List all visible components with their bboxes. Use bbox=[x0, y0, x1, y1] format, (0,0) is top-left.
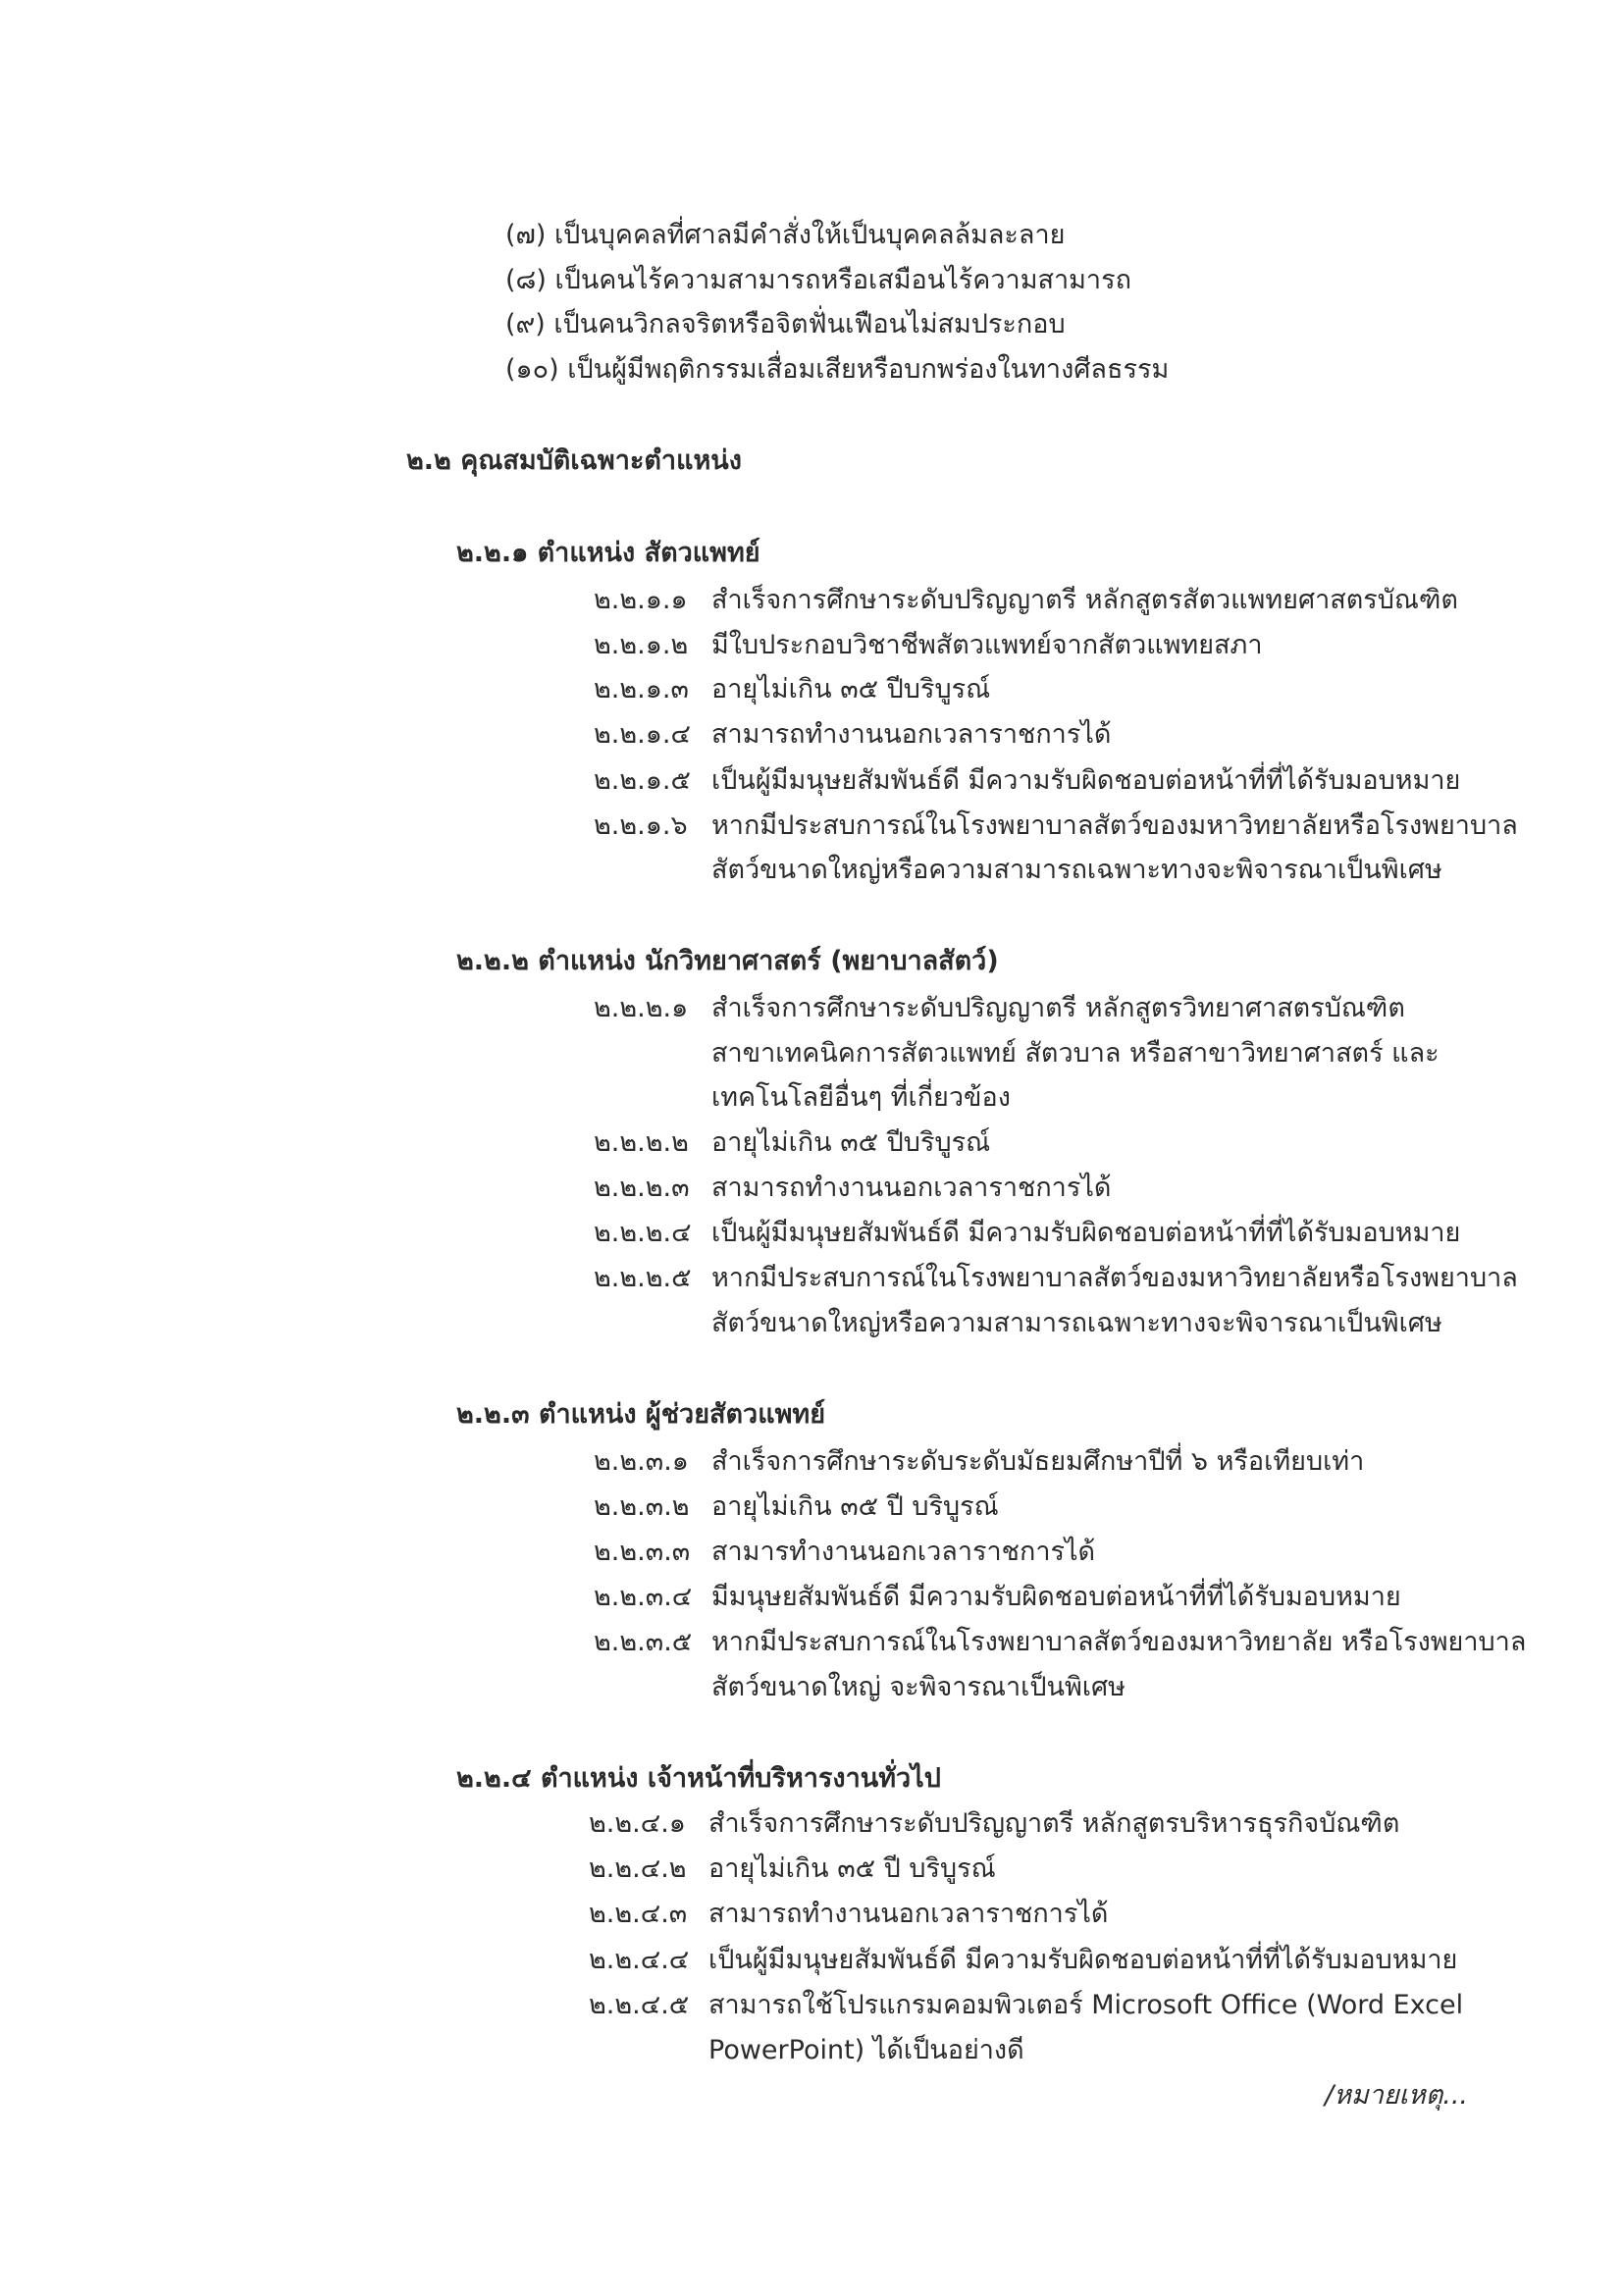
item-number: ๒.๒.๔.๕ bbox=[589, 1990, 690, 2020]
item-text: เป็นผู้มีมนุษยสัมพันธ์ดี มีความรับผิดชอบต่อหน้าที่ที่ได้รับมอบหมาย bbox=[711, 1218, 1461, 1248]
item-text-cont: สัตว์ขนาดใหญ่หรือความสามารถเฉพาะทางจะพิจารณาเป็นพิเศษ bbox=[711, 1308, 1442, 1338]
item-number: ๒.๒.๓.๔ bbox=[594, 1582, 693, 1612]
item-text: เป็นผู้มีมนุษยสัมพันธ์ดี มีความรับผิดชอบต่อหน้าที่ที่ได้รับมอบหมาย bbox=[711, 765, 1461, 796]
item-text: อายุไม่เกิน ๓๕ ปีบริบูรณ์ bbox=[711, 674, 991, 704]
item-text-cont: สัตว์ขนาดใหญ่ จะพิจารณาเป็นพิเศษ bbox=[711, 1672, 1126, 1702]
item-number: ๒.๒.๓.๑ bbox=[594, 1446, 689, 1477]
item-text: หากมีประสบการณ์ในโรงพยาบาลสัตว์ของมหาวิทยาลัยหรือโรงพยาบาล bbox=[711, 1263, 1518, 1293]
position-heading: ๒.๒.๑ ตำแหน่ง สัตวแพทย์ bbox=[456, 538, 760, 568]
item-number: ๒.๒.๑.๓ bbox=[594, 674, 689, 704]
item-number: ๒.๒.๒.๑ bbox=[594, 993, 689, 1023]
item-number: ๒.๒.๔.๑ bbox=[589, 1808, 686, 1839]
item-number: ๒.๒.๓.๕ bbox=[594, 1627, 693, 1657]
position-heading: ๒.๒.๓ ตำแหน่ง ผู้ช่วยสัตวแพทย์ bbox=[456, 1399, 826, 1430]
item-text-cont: สาขาเทคนิคการสัตวแพทย์ สัตวบาล หรือสาขาวิทยาศาสตร์ และ bbox=[711, 1038, 1440, 1069]
item-number: ๒.๒.๒.๓ bbox=[594, 1173, 690, 1203]
item-number: ๒.๒.๑.๕ bbox=[594, 765, 691, 796]
item-text: มีมนุษยสัมพันธ์ดี มีความรับผิดชอบต่อหน้าที่ที่ได้รับมอบหมาย bbox=[711, 1582, 1401, 1612]
item-number: ๒.๒.๑.๒ bbox=[594, 630, 689, 660]
intro-item: (๗) เป็นบุคคลที่ศาลมีคำสั่งให้เป็นบุคคลล้มละลาย bbox=[505, 220, 1066, 250]
item-text: สำเร็จการศึกษาระดับปริญญาตรี หลักสูตรสัตวแพทยศาสตรบัณฑิต bbox=[711, 585, 1458, 615]
item-text: หากมีประสบการณ์ในโรงพยาบาลสัตว์ของมหาวิทยาลัย หรือโรงพยาบาล bbox=[711, 1627, 1527, 1657]
item-number: ๒.๒.๔.๒ bbox=[589, 1853, 687, 1884]
item-text: อายุไม่เกิน ๓๕ ปีบริบูรณ์ bbox=[711, 1127, 991, 1158]
item-text-cont: สัตว์ขนาดใหญ่หรือความสามารถเฉพาะทางจะพิจารณาเป็นพิเศษ bbox=[711, 855, 1442, 885]
item-text: สำเร็จการศึกษาระดับระดับมัธยมศึกษาปีที่ ๖ หรือเทียบเท่า bbox=[711, 1446, 1365, 1477]
item-text: สำเร็จการศึกษาระดับปริญญาตรี หลักสูตรบริหารธุรกิจบัณฑิต bbox=[708, 1808, 1400, 1839]
item-text: สามารถทำงานนอกเวลาราชการได้ bbox=[708, 1899, 1109, 1929]
item-text-cont: เทคโนโลยีอื่นๆ ที่เกี่ยวข้อง bbox=[711, 1082, 1011, 1113]
item-number: ๒.๒.๓.๓ bbox=[594, 1537, 691, 1567]
item-number: ๒.๒.๑.๑ bbox=[594, 585, 688, 615]
item-number: ๒.๒.๒.๒ bbox=[594, 1127, 689, 1158]
section-title: ๒.๒ คุณสมบัติเฉพาะตำแหน่ง bbox=[406, 445, 742, 476]
item-text: สามารทำงานนอกเวลาราชการได้ bbox=[711, 1537, 1096, 1567]
footer-note: /หมายเหตุ... bbox=[1325, 2080, 1468, 2111]
item-number: ๒.๒.๔.๓ bbox=[589, 1899, 688, 1929]
item-text: สามารถใช้โปรแกรมคอมพิวเตอร์ Microsoft Office (Word Excel bbox=[708, 1990, 1464, 2020]
item-number: ๒.๒.๒.๔ bbox=[594, 1218, 692, 1248]
intro-item: (๑๐) เป็นผู้มีพฤติกรรมเสื่อมเสียหรือบกพร่องในทางศีลธรรม bbox=[505, 354, 1170, 385]
item-text: อายุไม่เกิน ๓๕ ปี บริบูรณ์ bbox=[711, 1491, 999, 1522]
item-text: หากมีประสบการณ์ในโรงพยาบาลสัตว์ของมหาวิทยาลัยหรือโรงพยาบาล bbox=[711, 810, 1518, 841]
item-number: ๒.๒.๔.๔ bbox=[589, 1945, 690, 1975]
intro-item: (๘) เป็นคนไร้ความสามารถหรือเสมือนไร้ความสามารถ bbox=[505, 265, 1131, 295]
item-number: ๒.๒.๒.๕ bbox=[594, 1263, 692, 1293]
intro-item: (๙) เป็นคนวิกลจริตหรือจิตฟั่นเฟือนไม่สมประกอบ bbox=[505, 309, 1066, 339]
item-text-cont: PowerPoint) ได้เป็นอย่างดี bbox=[708, 2035, 1024, 2065]
item-text: สำเร็จการศึกษาระดับปริญญาตรี หลักสูตรวิทยาศาสตรบัณฑิต bbox=[711, 993, 1405, 1023]
item-text: อายุไม่เกิน ๓๕ ปี บริบูรณ์ bbox=[708, 1853, 996, 1884]
item-text: สามารถทำงานนอกเวลาราชการได้ bbox=[711, 719, 1112, 750]
item-number: ๒.๒.๑.๖ bbox=[594, 810, 688, 841]
item-text: สามารถทำงานนอกเวลาราชการได้ bbox=[711, 1173, 1112, 1203]
item-text: มีใบประกอบวิชาชีพสัตวแพทย์จากสัตวแพทยสภา bbox=[711, 630, 1263, 660]
item-number: ๒.๒.๓.๒ bbox=[594, 1491, 690, 1522]
position-heading: ๒.๒.๔ ตำแหน่ง เจ้าหน้าที่บริหารงานทั่วไป bbox=[456, 1763, 941, 1794]
position-heading: ๒.๒.๒ ตำแหน่ง นักวิทยาศาสตร์ (พยาบาลสัตว์) bbox=[456, 946, 999, 976]
item-number: ๒.๒.๑.๔ bbox=[594, 719, 691, 750]
item-text: เป็นผู้มีมนุษยสัมพันธ์ดี มีความรับผิดชอบต่อหน้าที่ที่ได้รับมอบหมาย bbox=[708, 1945, 1458, 1975]
